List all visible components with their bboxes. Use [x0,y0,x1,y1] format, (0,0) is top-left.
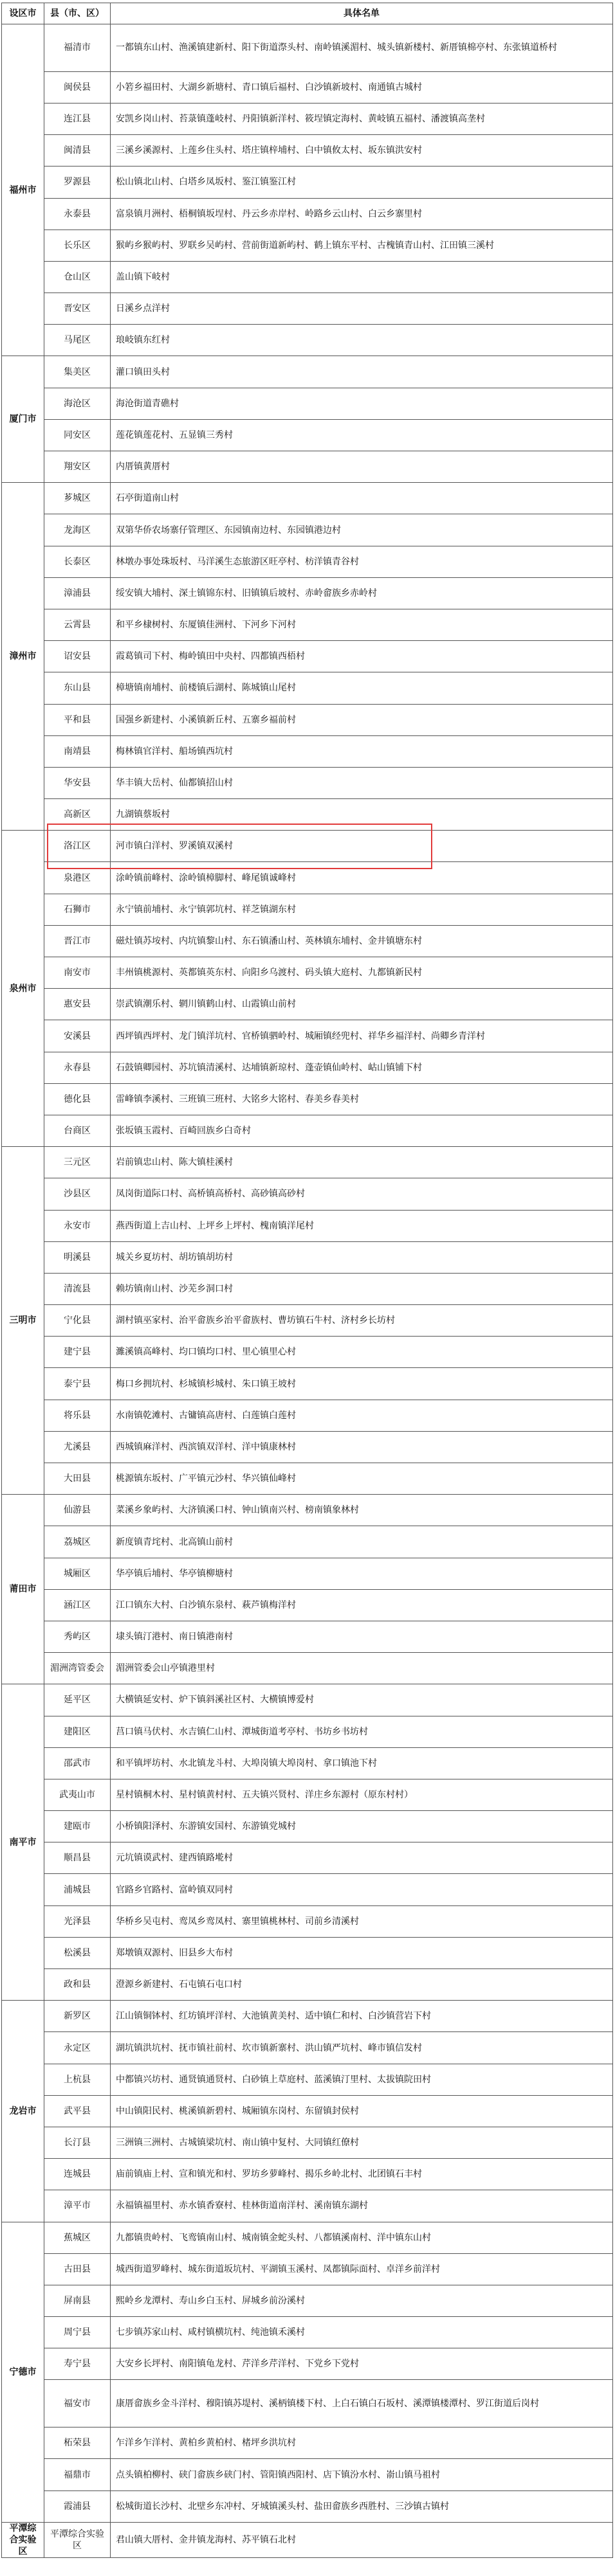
county-cell: 漳浦县 [44,577,111,609]
village-list-cell: 小箬乡福田村、大湖乡新塘村、青口镇后福村、白沙镇新坡村、南通镇古城村 [111,71,613,103]
county-cell: 翔安区 [44,451,111,483]
village-list-cell: 石鼓镇卿园村、苏坑镇清溪村、达埔镇新琼村、蓬壶镇仙岭村、岵山镇铺下村 [111,1052,613,1083]
village-list-cell: 雷峰镇李溪村、三班镇三班村、大铭乡大铭村、春美乡春美村 [111,1083,613,1115]
table-row [2,1305,613,1337]
county-cell: 三元区 [44,1147,111,1178]
table-row [2,2285,613,2316]
county-cell: 建宁县 [44,1337,111,1368]
table-row [2,1431,613,1463]
table-row [2,1969,613,2001]
county-cell: 荔城区 [44,1526,111,1558]
village-list-cell: 松山镇北山村、白塔乡凤坂村、鉴江镇鉴江村 [111,167,613,198]
county-cell: 永泰县 [44,198,111,230]
village-list-cell: 湄洲管委会山亭镇港里村 [111,1653,613,1684]
table-row [2,957,613,989]
county-cell: 安溪县 [44,1020,111,1052]
table-row [2,1178,613,1210]
village-list-cell: 和平镇坪坊村、水北镇龙斗村、大埠岗镇大埠岗村、拿口镇池下村 [111,1747,613,1779]
city-cell: 漳州市 [2,483,44,831]
county-cell: 松溪县 [44,1937,111,1968]
county-cell: 周宁县 [44,2317,111,2348]
table-row [2,1463,613,1495]
county-cell: 蕉城区 [44,2222,111,2253]
table-row [2,546,613,577]
village-list-cell: 星村镇桐木村、星村镇黄村村、五夫镇兴贤村、洋庄乡东源村（原东村村） [111,1779,613,1810]
city-cell: 宁德市 [2,2222,44,2522]
county-cell: 宁化县 [44,1305,111,1337]
village-list-cell: 永宁镇前埔村、永宁镇郭坑村、祥芝镇湖东村 [111,894,613,925]
village-list-table [1,3,613,2558]
village-list-cell: 琅岐镇东红村 [111,325,613,356]
county-cell: 罗源县 [44,167,111,198]
county-cell: 武夷山市 [44,1779,111,1810]
city-cell: 福州市 [2,24,44,356]
county-cell: 泰宁县 [44,1368,111,1400]
village-list-cell: 绥安镇大埔村、深土镇锦东村、旧镇镇后坡村、赤岭畲族乡赤岭村 [111,577,613,609]
county-cell: 福清市 [44,24,111,72]
table-row [2,672,613,704]
village-list-cell: 国强乡新建村、小溪镇新丘村、五寨乡福前村 [111,704,613,735]
table-row [2,1526,613,1558]
county-cell: 邵武市 [44,1747,111,1779]
table-row [2,2348,613,2380]
county-cell: 柘荣县 [44,2427,111,2459]
village-list-cell: 莲花镇莲花村、五显镇三秀村 [111,419,613,451]
table-row [2,1115,613,1146]
table-row [2,2127,613,2158]
table-row [2,2459,613,2490]
village-list-cell: 中都镇兴坊村、通贤镇通贤村、白砂镇上草庭村、蓝溪镇汀里村、太拔镇院田村 [111,2064,613,2095]
table-row [2,1779,613,1810]
county-cell: 屏南县 [44,2285,111,2316]
county-cell: 建阳区 [44,1716,111,1747]
village-list-cell: 康厝畲族乡金斗洋村、穆阳镇苏堤村、溪柄镇楼下村、上白石镇白石坂村、溪潭镇楼潭村、罗江街道后岗村 [111,2380,613,2427]
village-list-cell: 华亭镇后埔村、华亭镇柳塘村 [111,1558,613,1589]
table-row [2,2064,613,2095]
table-row [2,451,613,483]
county-cell: 将乐县 [44,1400,111,1431]
county-cell: 长乐区 [44,230,111,261]
village-list-cell: 华丰镇大岳村、仙都镇招山村 [111,767,613,798]
village-list-cell: 七步镇苏家山村、咸村镇横坑村、纯池镇禾溪村 [111,2317,613,2348]
table-row [2,1937,613,1968]
table-row [2,1905,613,1937]
table-row [2,514,613,546]
county-cell: 云霄县 [44,609,111,640]
table-row [2,2001,613,2032]
table-row [2,2317,613,2348]
village-list-cell: 湖村镇巫家村、治平畲族乡治平畲族村、曹坊镇石牛村、济村乡长坊村 [111,1305,613,1337]
county-cell: 古田县 [44,2253,111,2285]
village-list-cell: 三洲镇三洲村、古城镇梁坑村、南山镇中复村、大同镇红僚村 [111,2127,613,2158]
village-list-cell: 小桥镇阳泽村、东游镇安国村、东游镇党城村 [111,1811,613,1842]
village-list-cell: 张坂镇玉霞村、百崎回族乡白奇村 [111,1115,613,1146]
village-list-cell: 丰州镇桃源村、英都镇英东村、向阳乡乌渡村、码头镇大庭村、九都镇新民村 [111,957,613,989]
village-list-cell: 燕西街道上吉山村、上坪乡上坪村、槐南镇洋尾村 [111,1210,613,1241]
city-cell: 南平市 [2,1684,44,2001]
table-row [2,2190,613,2222]
village-list-cell: 元坑镇谟武村、建西镇路墘村 [111,1842,613,1874]
county-cell: 华安县 [44,767,111,798]
county-cell: 龙海区 [44,514,111,546]
table-row [2,1589,613,1621]
table-header-row [2,3,613,24]
county-cell: 尤溪县 [44,1431,111,1463]
village-list-cell: 湖坑镇洪坑村、抚市镇社前村、坎市镇新寨村、洪山镇严坑村、峰市镇信发村 [111,2032,613,2064]
county-cell: 永安市 [44,1210,111,1241]
county-cell: 建瓯市 [44,1811,111,1842]
county-cell: 仙游县 [44,1495,111,1526]
county-cell: 永春县 [44,1052,111,1083]
village-list-cell: 内厝镇黄厝村 [111,451,613,483]
table-row [2,894,613,925]
village-list-cell: 官路乡官路村、富岭镇双同村 [111,1874,613,1905]
county-cell: 马尾区 [44,325,111,356]
table-row [2,1241,613,1273]
table-row [2,483,613,514]
village-list-cell: 九都镇贵岭村、飞鸾镇南山村、城南镇金蛇头村、八都镇溪南村、洋中镇东山村 [111,2222,613,2253]
village-list-cell: 郑墩镇双源村、旧县乡大布村 [111,1937,613,1968]
county-cell: 东山县 [44,672,111,704]
county-cell: 高新区 [44,799,111,831]
county-cell: 浦城县 [44,1874,111,1905]
table-body [2,24,613,2558]
village-list-cell: 盖山镇下岐村 [111,261,613,293]
city-cell: 三明市 [2,1147,44,1495]
county-cell: 平潭综合实验区 [44,2522,111,2557]
village-list-cell: 濉溪镇高峰村、均口镇均口村、里心镇里心村 [111,1337,613,1368]
county-cell: 新罗区 [44,2001,111,2032]
table-row [2,1052,613,1083]
table-row [2,767,613,798]
county-cell: 明溪县 [44,1241,111,1273]
table-row [2,1273,613,1304]
village-list-cell: 和平乡棣树村、东厦镇佳洲村、下河乡下河村 [111,609,613,640]
table-row [2,735,613,767]
county-cell: 德化县 [44,1083,111,1115]
village-list-cell: 庙前镇庙上村、宣和镇光和村、罗坊乡萝峰村、揭乐乡岭北村、北团镇石丰村 [111,2159,613,2190]
table-row [2,2380,613,2427]
table-row [2,1368,613,1400]
county-cell: 海沧区 [44,388,111,419]
county-cell: 霞浦县 [44,2490,111,2522]
table-row [2,1653,613,1684]
county-cell: 洛江区 [44,831,111,862]
county-cell: 南靖县 [44,735,111,767]
county-cell: 同安区 [44,419,111,451]
county-cell: 漳平市 [44,2190,111,2222]
table-row [2,2159,613,2190]
village-list-cell: 凤岗街道际口村、高桥镇高桥村、高砂镇高砂村 [111,1178,613,1210]
village-list-cell: 江山镇铜钵村、红坊镇坪洋村、大池镇黄美村、适中镇仁和村、白沙镇营岩下村 [111,2001,613,2032]
village-list-cell: 石亭街道南山村 [111,483,613,514]
county-cell: 武平县 [44,2095,111,2127]
county-cell: 惠安县 [44,989,111,1020]
village-list-cell: 猴屿乡猴屿村、罗联乡吴屿村、营前街道新屿村、鹤上镇东平村、古槐镇青山村、江田镇三溪村 [111,230,613,261]
table-row [2,103,613,134]
county-cell: 涵江区 [44,1589,111,1621]
table-row [2,1684,613,1716]
village-list-cell: 永福镇福里村、赤水镇香寮村、桂林街道南洋村、溪南镇东湖村 [111,2190,613,2222]
table-row [2,799,613,831]
table-row [2,989,613,1020]
village-list-cell: 赖坊镇南山村、沙芜乡洞口村 [111,1273,613,1304]
county-cell: 湄洲湾管委会 [44,1653,111,1684]
village-list-cell: 熙岭乡龙潭村、寿山乡白玉村、屏城乡前汾溪村 [111,2285,613,2316]
county-cell: 光泽县 [44,1905,111,1937]
village-list-cell: 华桥乡吴屯村、鸾凤乡鸾凤村、寨里镇桃林村、司前乡清溪村 [111,1905,613,1937]
county-cell: 永定区 [44,2032,111,2064]
table-row [2,2522,613,2557]
table-row [2,641,613,672]
county-cell: 南安市 [44,957,111,989]
county-cell: 芗城区 [44,483,111,514]
village-list-cell: 梅林镇官洋村、船场镇西坑村 [111,735,613,767]
county-cell: 大田县 [44,1463,111,1495]
village-list-cell: 菜溪乡象屿村、大济镇溪口村、钟山镇南兴村、榜南镇象林村 [111,1495,613,1526]
village-list-cell: 崇武镇潮乐村、辋川镇鹤山村、山霞镇山前村 [111,989,613,1020]
table-row [2,198,613,230]
table-row [2,862,613,894]
county-cell: 上杭县 [44,2064,111,2095]
table-row [2,1020,613,1052]
village-list-cell: 澄源乡新建村、石屯镇石屯口村 [111,1969,613,2001]
header-city: 设区市 [2,3,44,24]
village-list-cell: 点头镇柏柳村、硖门畲族乡硖门村、管阳镇西阳村、店下镇汾水村、嵛山镇马祖村 [111,2459,613,2490]
table-row [2,2032,613,2064]
county-cell: 延平区 [44,1684,111,1716]
table-row [2,1400,613,1431]
table-row [2,1621,613,1652]
county-cell: 仓山区 [44,261,111,293]
village-list-cell: 三溪乡溪源村、上莲乡住头村、塔庄镇梓埔村、白中镇攸太村、坂东镇洪安村 [111,135,613,167]
village-list-cell: 河市镇白洋村、罗溪镇双溪村 [111,831,613,862]
table-row [2,1210,613,1241]
village-list-cell: 乍洋乡乍洋村、黄柏乡黄柏村、楮坪乡洪坑村 [111,2427,613,2459]
village-list-cell: 林墩办事处珠坂村、马洋溪生态旅游区旺亭村、枋洋镇青谷村 [111,546,613,577]
village-list-cell: 江口镇东大村、白沙镇东泉村、萩芦镇梅洋村 [111,1589,613,1621]
county-cell: 城厢区 [44,1558,111,1589]
table-row [2,293,613,325]
county-cell: 晋江市 [44,925,111,957]
village-list-cell: 双第华侨农场寨仔管理区、东园镇南边村、东园镇港边村 [111,514,613,546]
village-list-cell: 城关乡夏坊村、胡坊镇胡坊村 [111,1241,613,1273]
county-cell: 秀屿区 [44,1621,111,1652]
header-county: 县（市、区） [44,3,111,24]
table-row [2,2427,613,2459]
county-cell: 连江县 [44,103,111,134]
county-cell: 沙县区 [44,1178,111,1210]
table-row [2,24,613,72]
village-list-cell: 一都镇东山村、渔溪镇建新村、阳下街道漈头村、南岭镇溪湄村、城头镇新楼村、新厝镇棉亭村、东张镇道桥村 [111,24,613,72]
city-cell: 厦门市 [2,356,44,483]
county-cell: 泉港区 [44,862,111,894]
county-cell: 清流县 [44,1273,111,1304]
county-cell: 长泰区 [44,546,111,577]
table-row [2,167,613,198]
village-list-cell: 城西街道罗峰村、城东街道坂坑村、平湖镇玉溪村、凤都镇际面村、卓洋乡前洋村 [111,2253,613,2285]
table-row [2,325,613,356]
county-cell: 福安市 [44,2380,111,2427]
table-row [2,2095,613,2127]
county-cell: 诏安县 [44,641,111,672]
table-row [2,1747,613,1779]
village-list-cell: 霞葛镇司下村、梅岭镇田中央村、四都镇西梧村 [111,641,613,672]
county-cell: 闽清县 [44,135,111,167]
county-cell: 寿宁县 [44,2348,111,2380]
city-cell: 平潭综合实验区 [2,2522,44,2557]
village-list-cell: 松城街道长沙村、北壁乡东冲村、牙城镇溪头村、盐田畲族乡西胜村、三沙镇古镇村 [111,2490,613,2522]
table-row [2,1337,613,1368]
table-row [2,1147,613,1178]
table-row [2,1874,613,1905]
table-row [2,1083,613,1115]
village-list-cell: 九湖镇蔡坂村 [111,799,613,831]
county-cell: 福鼎市 [44,2459,111,2490]
village-list-cell: 海沧街道青礁村 [111,388,613,419]
village-list-cell: 君山镇大厝村、金井镇龙海村、苏平镇石北村 [111,2522,613,2557]
village-list-cell: 水南镇乾滩村、古镛镇高唐村、白莲镇白莲村 [111,1400,613,1431]
village-list-cell: 中山镇阳民村、桃溪镇新碧村、城厢镇东岗村、东留镇封侯村 [111,2095,613,2127]
header-villages: 具体名单 [111,3,613,24]
county-cell: 顺昌县 [44,1842,111,1874]
village-list-cell: 日溪乡点洋村 [111,293,613,325]
table-row [2,135,613,167]
table-row [2,1842,613,1874]
village-list-cell: 安凯乡岗山村、苔菉镇蓬岐村、丹阳镇新洋村、筱埕镇定海村、黄岐镇五福村、潘渡镇高垄村 [111,103,613,134]
county-cell: 台商区 [44,1115,111,1146]
table-row [2,1811,613,1842]
table-row [2,2222,613,2253]
table-row [2,71,613,103]
village-list-cell: 灌口镇田头村 [111,356,613,388]
village-list-cell: 桃源镇东坂村、广平镇元沙村、华兴镇仙峰村 [111,1463,613,1495]
table-row [2,1495,613,1526]
table-row [2,609,613,640]
table-row [2,1558,613,1589]
table-row [2,925,613,957]
village-list-cell: 富泉镇月洲村、梧桐镇坂埕村、丹云乡赤岸村、岭路乡云山村、白云乡寨里村 [111,198,613,230]
village-list-cell: 大横镇延安村、炉下镇斜溪社区村、大横镇博爱村 [111,1684,613,1716]
village-list-cell: 磁灶镇苏垵村、内坑镇黎山村、东石镇潘山村、英林镇东埔村、金井镇塘东村 [111,925,613,957]
village-list-cell: 大安乡长坪村、南阳镇龟龙村、芹洋乡芹洋村、下党乡下党村 [111,2348,613,2380]
village-list-cell: 新度镇青垞村、北高镇山前村 [111,1526,613,1558]
city-cell: 泉州市 [2,831,44,1147]
village-list-cell: 莒口镇马伏村、水吉镇仁山村、潭城街道考亭村、书坊乡书坊村 [111,1716,613,1747]
county-cell: 闽侯县 [44,71,111,103]
county-cell: 石狮市 [44,894,111,925]
table-row [2,261,613,293]
city-cell: 莆田市 [2,1495,44,1684]
table-row [2,1716,613,1747]
table-row [2,704,613,735]
village-list-cell: 岩前镇忠山村、陈大镇桂溪村 [111,1147,613,1178]
table-row [2,388,613,419]
city-cell: 龙岩市 [2,2001,44,2222]
table-row [2,577,613,609]
table-row [2,230,613,261]
village-list-cell: 梅口乡拥坑村、杉城镇杉城村、朱口镇王坡村 [111,1368,613,1400]
county-cell: 集美区 [44,356,111,388]
village-list-cell: 涂岭镇前峰村、涂岭镇樟脚村、峰尾镇诚峰村 [111,862,613,894]
table-row [2,356,613,388]
village-list-cell: 西城镇麻洋村、西滨镇双洋村、洋中镇康林村 [111,1431,613,1463]
county-cell: 平和县 [44,704,111,735]
village-list-cell: 埭头镇汀港村、南日镇港南村 [111,1621,613,1652]
county-cell: 长汀县 [44,2127,111,2158]
village-list-cell: 西坪镇西坪村、龙门镇洋坑村、官桥镇驷岭村、城厢镇经兜村、祥华乡福洋村、尚卿乡青洋村 [111,1020,613,1052]
table-row [2,2253,613,2285]
county-cell: 晋安区 [44,293,111,325]
county-cell: 连城县 [44,2159,111,2190]
table-row [2,419,613,451]
county-cell: 政和县 [44,1969,111,2001]
village-list-cell: 樟塘镇南埔村、前楼镇后湖村、陈城镇山尾村 [111,672,613,704]
table-row [2,2490,613,2522]
table-row [2,831,613,862]
